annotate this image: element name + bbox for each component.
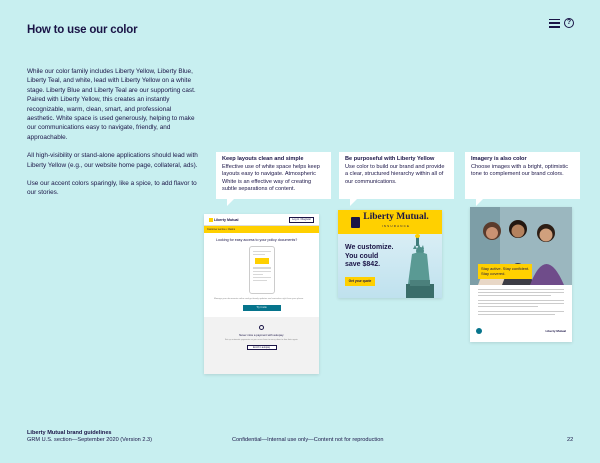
ad-body xyxy=(338,234,442,298)
autopay-title: Never miss a payment with autopay. xyxy=(239,333,284,337)
ad-example xyxy=(338,210,442,298)
intro-text xyxy=(27,67,199,207)
mock-header xyxy=(204,214,319,226)
login-button: Log in / Register xyxy=(289,217,314,223)
callout-body: Use color to build our brand and provide a clear, structured hierarchy within all of our communications. xyxy=(345,163,445,185)
intro-paragraph-2: All high-visibility or stand-alone applications should lead with Liberty Yellow (e.g., our website home page, collateral, ads). xyxy=(27,152,198,169)
autopay-button: Enroll in autopay xyxy=(247,345,277,350)
autopay-section xyxy=(204,317,319,374)
autopay-icon xyxy=(259,325,264,330)
top-icons xyxy=(549,18,574,28)
page-title: How to use our color xyxy=(27,24,138,36)
ad-headline: We customize. You could save $842. xyxy=(345,244,394,268)
ad-logo: Liberty Mutual. INSURANCE xyxy=(363,212,429,228)
try-button: Try it now xyxy=(243,305,281,311)
intro-paragraph-1: While our color family includes Liberty Yellow, Liberty Blue, Liberty Teal, and white, lead with Liberty Yellow on a white stage. Liberty Blue and Liberty Teal are our supporting cast. Paired with Liberty Yellow, this creates an instantly recognizable, warm, clean, smart, and professional aesthetic. White space is used generously, helping to make our communications easy to navigate, friendly, and approachable. xyxy=(27,68,196,141)
callout-body: Effective use of white space helps keep layouts easy to navigate. Atmospheric White is an effective way of creating subtle separations of content. xyxy=(222,163,320,193)
callout-clean-layouts xyxy=(216,152,331,199)
ad-header xyxy=(338,210,442,234)
intro-paragraph-3: Use our accent colors sparingly, like a spice, to add flavor to our stories. xyxy=(27,180,197,197)
callout-title: Keep layouts clean and simple xyxy=(222,156,304,162)
mock-body-text: Manage your documents online and get timely updates and reminders right from your phone. xyxy=(214,298,304,300)
menu-icon[interactable] xyxy=(549,19,560,28)
callout-imagery xyxy=(465,152,580,199)
brochure-tagline: Stay active. Stay confident. Stay covered. xyxy=(478,264,532,279)
nav-strip: Customer service • Claims xyxy=(204,226,319,233)
autopay-body: Set up automatic payments so you never have to worry about a due date again. xyxy=(224,339,299,341)
callout-body: Choose images with a bright, optimistic tone to complement our brand colors. xyxy=(471,163,569,178)
guide-title: Liberty Mutual brand guidelines xyxy=(27,430,112,436)
page-number: 22 xyxy=(567,437,574,443)
callout-title: Be purposeful with Liberty Yellow xyxy=(345,156,435,162)
liberty-logo: Liberty Mutual xyxy=(209,218,239,222)
brochure-example xyxy=(470,207,572,342)
brochure-logo: Liberty Mutual xyxy=(545,328,566,333)
help-icon[interactable]: ? xyxy=(564,18,574,28)
confidential-notice: Confidential—Internal use only—Content not for reproduction xyxy=(232,437,384,443)
quote-button: Get your quote xyxy=(345,277,375,286)
callout-title: Imagery is also color xyxy=(471,156,527,162)
statue-of-liberty-icon xyxy=(396,234,440,298)
callout-liberty-yellow xyxy=(339,152,454,199)
phone-illustration xyxy=(249,246,275,294)
footer-guide xyxy=(27,430,152,444)
badge-icon xyxy=(476,328,482,334)
statue-emblem-icon xyxy=(351,217,360,228)
website-example xyxy=(204,214,319,374)
brochure-copy-lines xyxy=(478,289,564,317)
brochure-footer xyxy=(476,325,566,336)
mock-heading: Looking for easy access to your policy documents? xyxy=(216,238,298,242)
guide-subtitle: GRM U.S. section—September 2020 (Version 2.3) xyxy=(27,437,152,444)
